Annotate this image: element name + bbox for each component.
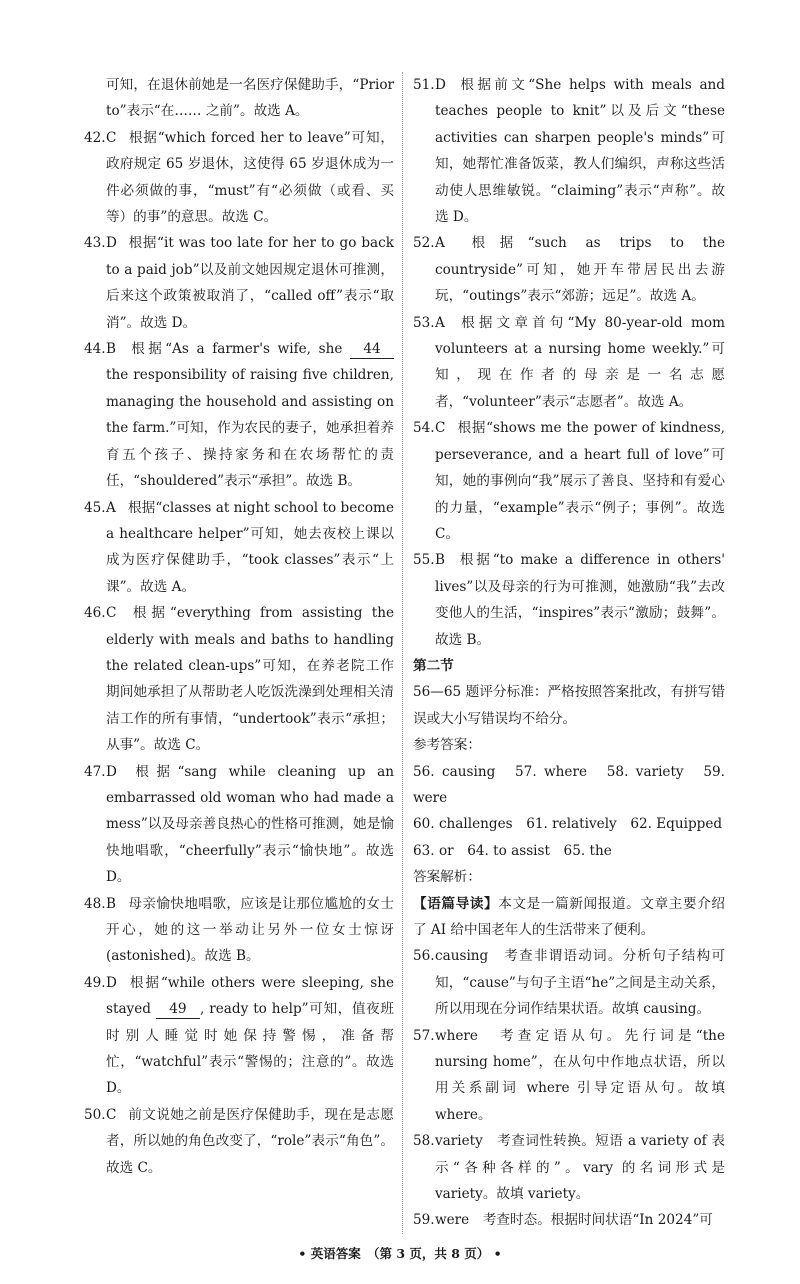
answer-item-53: [413, 310, 725, 416]
left-column: [84, 72, 394, 1181]
item-number: 48.: [84, 895, 106, 912]
item-number: 56.: [413, 948, 435, 965]
item-number: 50.: [84, 1106, 106, 1123]
item-explanation-cont: the responsibility of raising five children, managing the household and assisting on the farm.”可知，作为农民的妻子，她承担着养育五个孩子、操持家务和在农场帮忙的责任，“shouldered”表示“承担”。故选 B。: [106, 367, 394, 490]
item-explanation: 根据“sang while cleaning up an embarrassed old woman who had made a mess”以及母亲善良热心的性格可推测，她是愉快地唱歌，“cheerfully”表示“愉快地”。故选 D。: [106, 763, 394, 886]
column-divider: [402, 72, 403, 1234]
item-explanation: 母亲愉快地唱歌，应该是让那位尴尬的女士开心，她的这一举动让另外一位女士惊讶(astonished)。故选 B。: [106, 895, 394, 965]
blank-number: 49: [156, 1000, 200, 1019]
item-number: 55.: [413, 552, 435, 569]
item-answer: C: [106, 605, 117, 622]
item-answer: C: [106, 129, 117, 146]
answer-item-55: [413, 547, 725, 653]
item-answer: D: [106, 763, 117, 780]
item-number: 45.: [84, 499, 106, 516]
item-number: 57.: [413, 1027, 435, 1044]
item-explanation: 根据“everything from assisting the elderly with meals and baths to handling the related clean-ups”可知，在养老院工作期间她承担了从帮助老人吃饭洗澡到处理相关清洁工作的所有事情，“undertook”表示“承担；从事”。故选 C。: [106, 605, 394, 754]
answer-item-44: [84, 336, 394, 494]
answer-item-49: [84, 970, 394, 1102]
item-number: 58.: [413, 1133, 435, 1150]
item-explanation: 前文说她之前是医疗保健助手，现在是志愿者，所以她的角色改变了，“role”表示“角色”。故选 C。: [106, 1106, 394, 1176]
continued-text: 可知，在退休前她是一名医疗保健助手，“Prior to”表示“在…… 之前”。故选 A。: [106, 77, 394, 120]
item-answer: C: [435, 420, 446, 437]
item-explanation: variety 考查词性转换。短语 a variety of 表示“各种各样的”。vary 的名词形式是 variety。故填 variety。: [435, 1133, 725, 1203]
intro-label: 【语篇导读】: [413, 895, 499, 912]
item-answer: A: [106, 499, 116, 516]
item-answer: B: [106, 341, 116, 358]
item-number: 43.: [84, 235, 106, 252]
answer-item-51: [413, 72, 725, 230]
intro-text: 本文是一篇新闻报道。文章主要介绍了 AI 给中国老年人的生活带来了便利。: [413, 895, 726, 938]
item-explanation: 根据前文“She helps with meals and teaches people to knit”以及后文“these activities can sharpen people's minds”可知，她帮忙准备饭菜，教人们编织，声称这些活动使人思维敏锐。“claiming”表示“声称”。故选 D。: [435, 77, 725, 226]
item-explanation: 根据“to make a difference in others' lives”以及母亲的行为可推测，她激励“我”去改变他人的生活，“inspires”表示“激励；鼓舞”。故选 B。: [435, 552, 725, 648]
blank-number: 44: [350, 340, 394, 359]
answer-item-47: [84, 759, 394, 891]
analysis-item-58: [413, 1128, 725, 1207]
item-explanation: 根据“shows me the power of kindness, perseverance, and a heart full of love”可知，她的事例向“我”展示了善良、坚持和有爱心的力量，“example”表示“例子；事例”。故选 C。: [435, 420, 725, 542]
section-heading: 第二节: [413, 657, 454, 674]
item-answer: D: [435, 77, 446, 93]
answer-item-52: [413, 230, 725, 309]
item-explanation: 根据“As a farmer's wife, she: [128, 341, 350, 358]
item-answer: A: [435, 314, 445, 331]
item-number: 59.: [413, 1212, 435, 1229]
answer-item-54: [413, 415, 725, 547]
answer-line: 60. challenges 61. relatively 62. Equipped: [413, 816, 723, 833]
item-explanation: 根据文章首句“My 80-year-old mom volunteers at a nursing home weekly.”可知，现在作者的母亲是一名志愿者，“volunteer”表示“志愿者”。故选 A。: [435, 314, 725, 410]
item-answer: B: [435, 552, 445, 569]
grading-criteria: 56—65 题评分标准：严格按照答案批改，有拼写错误或大小写错误均不给分。: [413, 684, 725, 727]
item-explanation-cont: , ready to help”可知，值夜班时别人睡觉时她保持警惕，准备帮忙，“watchful”表示“警惕的；注意的”。故选 D。: [106, 1001, 394, 1097]
analysis-label: 答案解析：: [413, 869, 481, 886]
item-number: 46.: [84, 605, 106, 622]
right-column: [413, 72, 725, 1234]
passage-intro: [413, 891, 725, 944]
item-explanation: 根据“such as trips to the countryside”可知，她开车带居民出去游玩，“outings”表示“郊游；远足”。故选 A。: [435, 235, 725, 305]
answer-line: 63. or 64. to assist 65. the: [413, 842, 612, 859]
item-explanation: were 考查时态。根据时间状语“In 2024”可: [435, 1212, 713, 1229]
answer-item-46: [84, 600, 394, 758]
page-footer: • 英语答案 （第 3 页，共 8 页） •: [298, 1245, 502, 1261]
item-explanation: 根据“classes at night school to become a healthcare helper”可知，她去夜校上课以成为医疗保健助手，“took classes”表示“上课”。故选 A。: [106, 499, 394, 595]
item-answer: B: [106, 895, 116, 912]
item-number: 49.: [84, 974, 106, 991]
answer-item-48: [84, 891, 394, 970]
item-answer: D: [106, 974, 117, 991]
answer-item-42: [84, 125, 394, 231]
item-explanation: where 考查定语从句。先行词是“the nursing home”，在从句中作地点状语，所以用关系副词 where 引导定语从句。故填 where。: [435, 1027, 725, 1123]
item-number: 44.: [84, 341, 106, 358]
answer-item-50: [84, 1102, 394, 1181]
reference-answers-label: 参考答案：: [413, 737, 481, 754]
answer-line: 56. causing 57. where 58. variety 59. were: [413, 763, 725, 806]
answer-item-43: [84, 230, 394, 336]
item-number: 51.: [413, 77, 435, 93]
item-number: 47.: [84, 763, 106, 780]
analysis-item-56: [413, 943, 725, 1022]
item-number: 42.: [84, 129, 106, 146]
analysis-item-59: [413, 1207, 725, 1233]
item-number: 53.: [413, 314, 435, 331]
item-explanation: causing 考查非谓语动词。分析句子结构可知，“cause”与句子主语“he”之间是主动关系，所以用现在分词作结果状语。故填 causing。: [435, 948, 725, 1018]
item-number: 54.: [413, 420, 435, 437]
item-answer: A: [435, 235, 445, 252]
answer-item-45: [84, 495, 394, 601]
item-explanation: 根据“while others were sleeping, she stayed: [106, 974, 394, 1018]
analysis-item-57: [413, 1023, 725, 1129]
item-answer: C: [106, 1106, 117, 1123]
item-explanation: 根据“which forced her to leave”可知，政府规定 65 岁退休，这使得 65 岁退休成为一件必须做的事，“must”有“必须做（或看、买等）的事”的意思。故选 C。: [106, 129, 394, 226]
item-number: 52.: [413, 235, 435, 252]
item-explanation: 根据“it was too late for her to go back to a paid job”以及前文她因规定退休可推测，后来这个政策被取消了，“called off”表示“取消”。故选 D。: [106, 235, 394, 331]
item-answer: D: [106, 235, 117, 252]
